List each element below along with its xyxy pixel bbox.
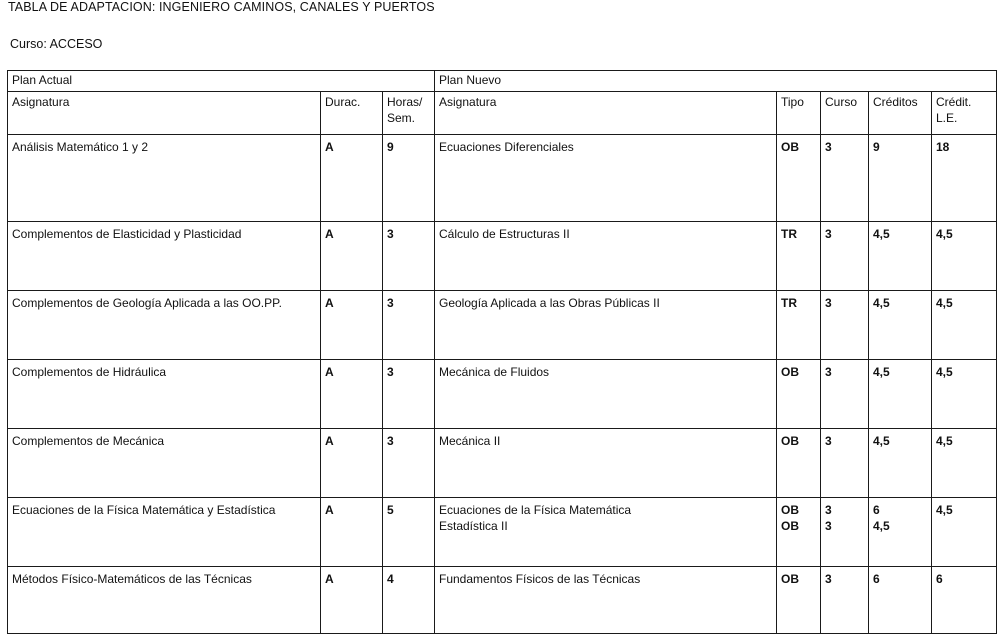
tipo-cell — [777, 291, 821, 360]
curso-cell-line: 3 — [825, 434, 832, 448]
horas-cell: 3 — [383, 429, 435, 498]
asignatura-actual-cell: Ecuaciones de la Física Matemática y Estadística — [8, 498, 321, 567]
creditos-cell-line: 6 — [873, 503, 880, 517]
tipo-cell-line: OB — [781, 365, 799, 379]
creditos-cell — [869, 498, 932, 567]
document-title: TABLA DE ADAPTACION: INGENIERO CAMINOS, CANALES Y PUERTOS — [8, 0, 435, 14]
creditos-cell — [869, 222, 932, 291]
creditos-cell — [869, 291, 932, 360]
col-header-credit-le — [932, 92, 997, 135]
creditos-cell — [869, 135, 932, 222]
table-row — [8, 498, 997, 567]
creditos-cell-line: 4,5 — [873, 227, 890, 241]
credit-le-cell: 4,5 — [932, 429, 997, 498]
adaptation-table — [7, 70, 997, 634]
tipo-cell — [777, 498, 821, 567]
asignatura-nuevo-cell-line: Mecánica II — [439, 434, 501, 448]
asignatura-nuevo-cell — [435, 498, 777, 567]
horas-cell: 4 — [383, 567, 435, 634]
curso-cell — [821, 498, 869, 567]
creditos-cell-line: 9 — [873, 140, 880, 154]
asignatura-nuevo-cell — [435, 567, 777, 634]
table-row — [8, 291, 997, 360]
table-row — [8, 429, 997, 498]
durac-cell: A — [321, 291, 383, 360]
col-header-credit-le-line2: L.E. — [936, 111, 958, 125]
credit-le-cell: 4,5 — [932, 291, 997, 360]
col-header-curso: Curso — [821, 92, 869, 135]
creditos-cell-line: 6 — [873, 572, 880, 586]
asignatura-actual-cell: Métodos Físico-Matemáticos de las Técnicas — [8, 567, 321, 634]
curso-cell — [821, 360, 869, 429]
tipo-cell — [777, 135, 821, 222]
asignatura-actual-cell: Complementos de Geología Aplicada a las OO.PP. — [8, 291, 321, 360]
horas-cell: 3 — [383, 291, 435, 360]
curso-cell-line: 3 — [825, 140, 832, 154]
curso-cell — [821, 291, 869, 360]
tipo-cell-line: OB — [781, 503, 799, 517]
table-row — [8, 360, 997, 429]
curso-cell-line: 3 — [825, 296, 832, 310]
tipo-cell — [777, 360, 821, 429]
asignatura-nuevo-cell — [435, 429, 777, 498]
col-header-credit-le-line1: Crédit. — [936, 95, 972, 109]
creditos-cell-line: 4,5 — [873, 519, 890, 533]
creditos-cell — [869, 567, 932, 634]
col-header-horas-line1: Horas/ — [387, 95, 423, 109]
horas-cell: 9 — [383, 135, 435, 222]
curso-cell-line: 3 — [825, 227, 832, 241]
credit-le-cell: 4,5 — [932, 498, 997, 567]
col-header-tipo: Tipo — [777, 92, 821, 135]
plan-group-header-row — [8, 71, 997, 92]
asignatura-nuevo-cell — [435, 222, 777, 291]
table-row — [8, 567, 997, 634]
asignatura-nuevo-cell-line: Fundamentos Físicos de las Técnicas — [439, 572, 641, 586]
asignatura-nuevo-cell-line: Estadística II — [439, 519, 508, 533]
durac-cell: A — [321, 429, 383, 498]
plan-actual-header: Plan Actual — [8, 71, 435, 92]
table-row — [8, 222, 997, 291]
curso-cell-line: 3 — [825, 503, 832, 517]
tipo-cell-line: OB — [781, 572, 799, 586]
column-header-row — [8, 92, 997, 135]
curso-cell — [821, 567, 869, 634]
horas-cell: 5 — [383, 498, 435, 567]
credit-le-cell: 4,5 — [932, 222, 997, 291]
asignatura-nuevo-cell-line: Mecánica de Fluidos — [439, 365, 550, 379]
curso-cell-line: 3 — [825, 365, 832, 379]
asignatura-nuevo-cell — [435, 291, 777, 360]
creditos-cell-line: 4,5 — [873, 365, 890, 379]
col-header-horas — [383, 92, 435, 135]
durac-cell: A — [321, 222, 383, 291]
credit-le-cell: 6 — [932, 567, 997, 634]
durac-cell: A — [321, 360, 383, 429]
horas-cell: 3 — [383, 222, 435, 291]
plan-nuevo-header: Plan Nuevo — [435, 71, 997, 92]
asignatura-nuevo-cell-line: Ecuaciones de la Física Matemática — [439, 503, 632, 517]
curso-cell — [821, 222, 869, 291]
asignatura-actual-cell: Análisis Matemático 1 y 2 — [8, 135, 321, 222]
durac-cell: A — [321, 135, 383, 222]
creditos-cell-line: 4,5 — [873, 434, 890, 448]
creditos-cell — [869, 360, 932, 429]
tipo-cell-line: TR — [781, 296, 797, 310]
curso-cell — [821, 135, 869, 222]
table-row — [8, 135, 997, 222]
asignatura-nuevo-cell-line: Ecuaciones Diferenciales — [439, 140, 574, 154]
tipo-cell — [777, 222, 821, 291]
asignatura-nuevo-cell-line: Geología Aplicada a las Obras Públicas II — [439, 296, 660, 310]
col-header-asignatura-nuevo: Asignatura — [435, 92, 777, 135]
durac-cell: A — [321, 498, 383, 567]
asignatura-nuevo-cell — [435, 135, 777, 222]
asignatura-actual-cell: Complementos de Hidráulica — [8, 360, 321, 429]
course-label: Curso: ACCESO — [10, 37, 103, 51]
tipo-cell-line: TR — [781, 227, 797, 241]
tipo-cell — [777, 567, 821, 634]
asignatura-nuevo-cell — [435, 360, 777, 429]
credit-le-cell: 18 — [932, 135, 997, 222]
creditos-cell-line: 4,5 — [873, 296, 890, 310]
curso-cell-line: 3 — [825, 519, 832, 533]
col-header-creditos: Créditos — [869, 92, 932, 135]
creditos-cell — [869, 429, 932, 498]
tipo-cell — [777, 429, 821, 498]
tipo-cell-line: OB — [781, 519, 799, 533]
col-header-asignatura-actual: Asignatura — [8, 92, 321, 135]
asignatura-nuevo-cell-line: Cálculo de Estructuras II — [439, 227, 570, 241]
asignatura-actual-cell: Complementos de Mecánica — [8, 429, 321, 498]
credit-le-cell: 4,5 — [932, 360, 997, 429]
tipo-cell-line: OB — [781, 434, 799, 448]
asignatura-actual-cell: Complementos de Elasticidad y Plasticidad — [8, 222, 321, 291]
col-header-horas-line2: Sem. — [387, 111, 416, 125]
horas-cell: 3 — [383, 360, 435, 429]
tipo-cell-line: OB — [781, 140, 799, 154]
curso-cell-line: 3 — [825, 572, 832, 586]
curso-cell — [821, 429, 869, 498]
col-header-durac: Durac. — [321, 92, 383, 135]
durac-cell: A — [321, 567, 383, 634]
